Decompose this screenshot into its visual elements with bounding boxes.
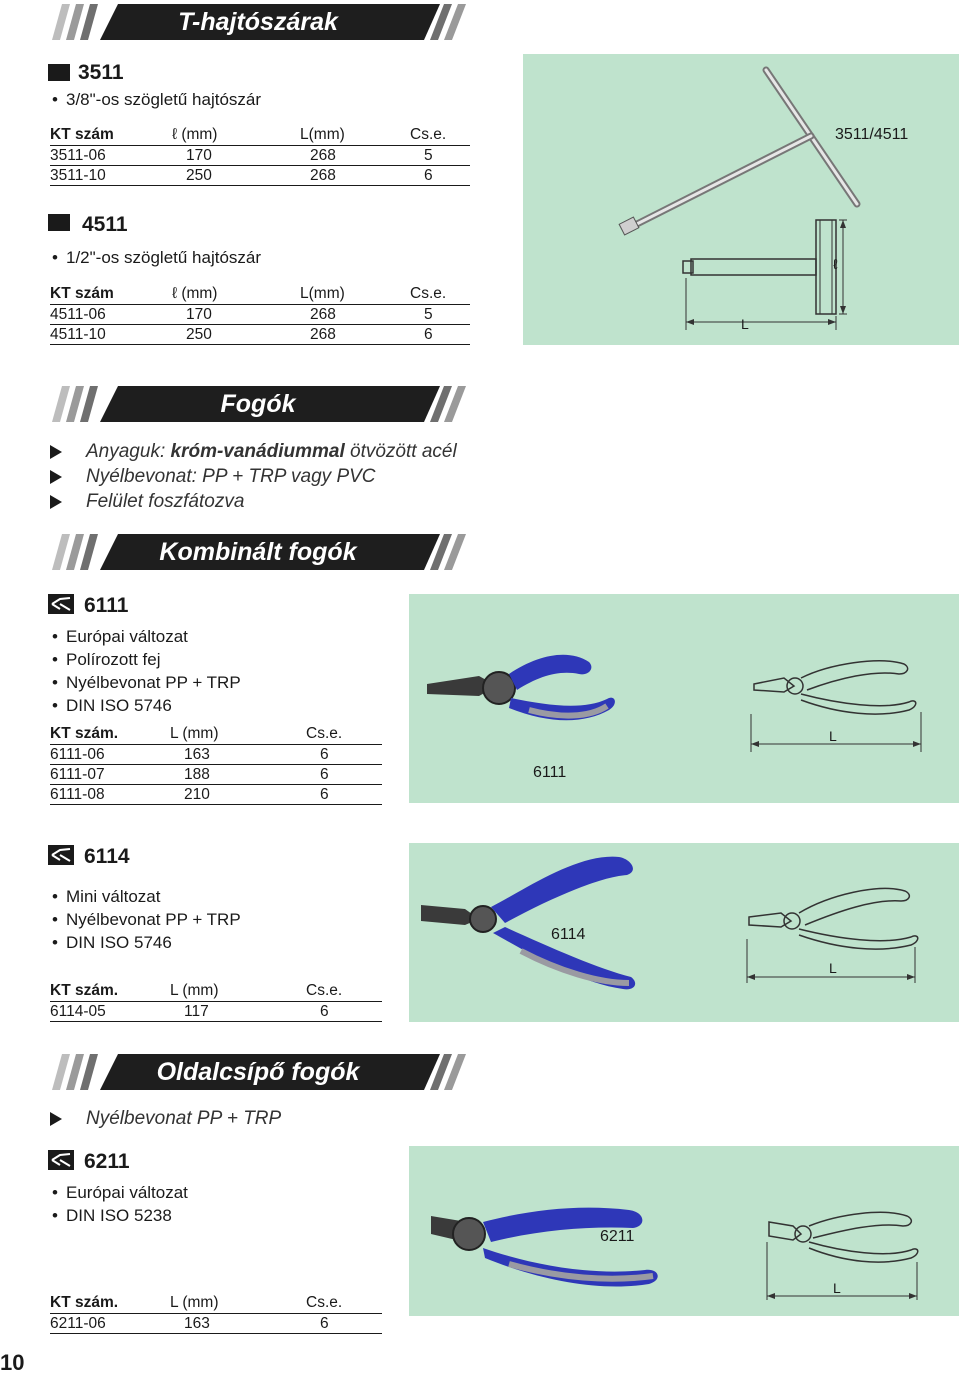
product-code-icon <box>48 64 70 81</box>
pliers-icon <box>48 845 74 865</box>
product-code-6111: 6111 <box>84 594 129 617</box>
pliers-6114-illustration <box>409 843 959 1022</box>
table-cell: 188 <box>170 765 306 785</box>
section-title: Kombinált fogók <box>159 538 357 566</box>
table-cell: 268 <box>300 325 410 345</box>
pliers-6211-image-panel <box>409 1146 959 1316</box>
table-cell: 4511-10 <box>50 325 172 345</box>
product-desc-3511 <box>52 88 261 111</box>
side-cutter-features <box>48 1106 281 1131</box>
image-label: 3511/4511 <box>835 126 909 143</box>
desc-item: • 3/8"-os szögletű hajtószár <box>52 88 261 111</box>
table-cell: 6111-07 <box>50 765 170 785</box>
col-header: L(mm) <box>300 283 410 305</box>
table-cell: 6114-05 <box>50 1002 170 1022</box>
pliers-6111-image-panel <box>409 594 959 803</box>
table-row <box>50 1314 382 1334</box>
table-cell: 6111-06 <box>50 745 170 765</box>
table-cell: 6 <box>306 785 382 805</box>
col-header: ℓ (mm) <box>172 283 300 305</box>
col-header: Cs.e. <box>306 980 382 1002</box>
spec-table-4511 <box>50 283 470 345</box>
table-cell: 5 <box>410 305 470 325</box>
feature-item: • DIN ISO 5238 <box>52 1204 188 1227</box>
section-banner-pliers <box>48 386 468 422</box>
table-cell: 250 <box>172 325 300 345</box>
spec-table-6114 <box>50 980 382 1022</box>
pliers-features <box>48 439 457 514</box>
col-header: ℓ (mm) <box>172 124 300 146</box>
pliers-icon <box>48 594 74 614</box>
feature-item: Felület foszfátozva <box>48 489 457 514</box>
table-row <box>50 146 470 166</box>
feature-text: Anyaguk: <box>86 441 171 462</box>
col-header: L (mm) <box>170 723 306 745</box>
col-header: KT szám. <box>50 723 170 745</box>
product-code-icon <box>48 214 70 231</box>
table-cell: 5 <box>410 146 470 166</box>
section-title: T-hajtószárak <box>178 8 338 36</box>
feature-item: • DIN ISO 5746 <box>52 694 241 717</box>
t-handle-illustration <box>523 54 959 345</box>
col-header: Cs.e. <box>306 723 382 745</box>
table-cell: 268 <box>300 166 410 186</box>
image-label: 6114 <box>551 926 586 943</box>
table-cell: 250 <box>172 166 300 186</box>
features-6114 <box>52 885 241 954</box>
spec-table-6211 <box>50 1292 382 1334</box>
table-cell: 6 <box>306 1314 382 1334</box>
table-row <box>50 1002 382 1022</box>
pliers-6111-illustration <box>409 594 959 803</box>
table-cell: 6111-08 <box>50 785 170 805</box>
feature-item: • Európai változat <box>52 1181 188 1204</box>
col-header: KT szám. <box>50 1292 170 1314</box>
product-code-6114: 6114 <box>84 845 130 868</box>
section-banner-combination <box>48 534 468 570</box>
table-row <box>50 745 382 765</box>
table-cell: 163 <box>170 1314 306 1334</box>
table-cell: 268 <box>300 305 410 325</box>
table-row <box>50 785 382 805</box>
spec-table-6111 <box>50 723 382 805</box>
table-cell: 6211-06 <box>50 1314 170 1334</box>
col-header: KT szám <box>50 124 172 146</box>
col-header: L (mm) <box>170 980 306 1002</box>
table-cell: 170 <box>172 305 300 325</box>
product-code-6211: 6211 <box>84 1150 130 1173</box>
spec-table-3511 <box>50 124 470 186</box>
pliers-6211-illustration <box>409 1146 959 1316</box>
feature-item: • Polírozott fej <box>52 648 241 671</box>
dim-label-L: L <box>829 960 837 976</box>
section-banner-t-handles <box>48 4 468 40</box>
feature-item: • Nyélbevonat PP + TRP <box>52 671 241 694</box>
image-label: 6211 <box>600 1228 635 1245</box>
col-header: Cs.e. <box>410 124 470 146</box>
table-cell: 268 <box>300 146 410 166</box>
dim-label-L: L <box>833 1280 841 1296</box>
table-cell: 163 <box>170 745 306 765</box>
table-row <box>50 765 382 785</box>
col-header: L (mm) <box>170 1292 306 1314</box>
col-header: L(mm) <box>300 124 410 146</box>
section-title: Oldalcsípő fogók <box>156 1058 360 1086</box>
table-cell: 4511-06 <box>50 305 172 325</box>
table-cell: 210 <box>170 785 306 805</box>
pliers-icon <box>48 1150 74 1170</box>
table-cell: 117 <box>170 1002 306 1022</box>
table-cell: 170 <box>172 146 300 166</box>
table-row <box>50 305 470 325</box>
dim-label-l: ℓ <box>833 256 838 272</box>
pliers-6114-image-panel <box>409 843 959 1022</box>
feature-item: • Európai változat <box>52 625 241 648</box>
features-6111 <box>52 625 241 717</box>
col-header: KT szám <box>50 283 172 305</box>
feature-bold: króm-vanádiummal <box>170 441 345 462</box>
image-label: 6111 <box>533 764 567 781</box>
table-cell: 6 <box>410 325 470 345</box>
col-header: Cs.e. <box>410 283 470 305</box>
features-6211 <box>52 1181 188 1227</box>
table-cell: 6 <box>306 765 382 785</box>
feature-item: Nyélbevonat PP + TRP <box>48 1106 281 1131</box>
feature-item: Nyélbevonat: PP + TRP vagy PVC <box>48 464 457 489</box>
col-header: KT szám. <box>50 980 170 1002</box>
table-cell: 3511-10 <box>50 166 172 186</box>
table-cell: 6 <box>306 745 382 765</box>
table-row <box>50 325 470 345</box>
table-cell: 3511-06 <box>50 146 172 166</box>
product-code-3511: 3511 <box>78 61 124 84</box>
page-number: 10 <box>0 1350 25 1375</box>
table-row <box>50 166 470 186</box>
col-header: Cs.e. <box>306 1292 382 1314</box>
table-cell: 6 <box>410 166 470 186</box>
feature-item: • Nyélbevonat PP + TRP <box>52 908 241 931</box>
section-title: Fogók <box>220 390 296 418</box>
feature-item: • DIN ISO 5746 <box>52 931 241 954</box>
table-cell: 6 <box>306 1002 382 1022</box>
product-code-4511: 4511 <box>82 213 128 236</box>
dim-label-L: L <box>829 728 837 744</box>
dim-label-L: L <box>741 316 749 332</box>
feature-text: ötvözött acél <box>344 441 457 462</box>
section-banner-side-cutters <box>48 1054 468 1090</box>
t-handle-image-panel <box>523 54 959 345</box>
feature-item <box>48 439 457 464</box>
product-desc-4511 <box>52 246 261 269</box>
desc-item: • 1/2"-os szögletű hajtószár <box>52 246 261 269</box>
feature-item: • Mini változat <box>52 885 241 908</box>
